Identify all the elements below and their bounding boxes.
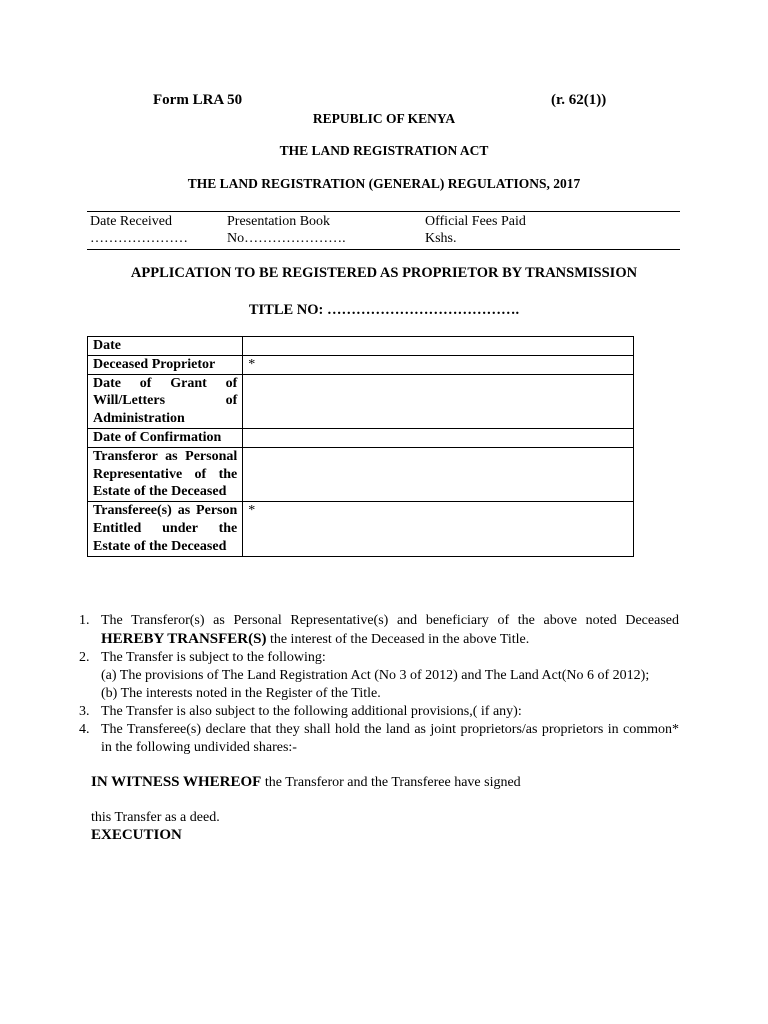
presentation-book-block	[227, 213, 346, 247]
presentation-book-label: Presentation Book	[227, 214, 331, 229]
official-fees-label: Official Fees Paid	[425, 214, 526, 229]
clause-number: 2.	[79, 650, 90, 665]
official-fees-block	[425, 213, 526, 247]
row-value-deceased-proprietor[interactable]: *	[243, 355, 634, 374]
table-row	[88, 428, 634, 447]
clause-number: 4.	[79, 722, 90, 737]
row-value-date[interactable]	[243, 337, 634, 356]
clause-2-item-a: (a) The provisions of The Land Registration Act (No 3 of 2012) and The Land Act(No 6 of 2012);	[101, 668, 650, 683]
clause-3-text: The Transfer is also subject to the following additional provisions,( if any):	[101, 704, 522, 719]
witness-line	[91, 774, 521, 791]
clause-3	[79, 703, 679, 721]
republic-heading: REPUBLIC OF KENYA	[312, 111, 456, 126]
row-label-deceased-proprietor: Deceased Proprietor	[88, 355, 243, 374]
clause-2-item-b: (b) The interests noted in the Register of the Title.	[101, 686, 381, 701]
deed-line: this Transfer as a deed.	[91, 810, 220, 825]
date-received-label: Date Received	[90, 214, 173, 229]
table-row	[88, 502, 634, 556]
form-id: Form LRA 50	[153, 92, 243, 108]
clause-number: 3.	[79, 704, 90, 719]
execution-heading: EXECUTION	[91, 827, 182, 843]
row-value-transferees[interactable]: *	[243, 502, 634, 556]
clause-2-text: The Transfer is subject to the following:	[101, 650, 326, 665]
presentation-book-value: No………………….	[227, 231, 346, 246]
clause-2	[79, 649, 679, 703]
clauses-list	[79, 612, 679, 757]
registry-bottom-rule	[87, 249, 680, 250]
clause-4-text: The Transferee(s) declare that they shall hold the land as joint proprietors/as proprietors in common* in the following undivided shares:-	[101, 722, 679, 755]
table-row	[88, 355, 634, 374]
row-label-date-of-grant: Date of Grant of Will/Letters of Administration	[88, 374, 243, 428]
hereby-transfer: HEREBY TRANSFER(S)	[101, 631, 267, 647]
date-received-block	[90, 213, 188, 247]
date-received-value: …………………	[90, 231, 188, 246]
clause-number: 1.	[79, 613, 90, 628]
row-label-date-of-confirmation: Date of Confirmation	[88, 428, 243, 447]
table-row	[88, 447, 634, 501]
witness-text: the Transferor and the Transferee have signed	[264, 775, 521, 790]
clause-4	[79, 721, 679, 757]
table-row	[88, 374, 634, 428]
application-title: APPLICATION TO BE REGISTERED AS PROPRIETOR BY TRANSMISSION	[130, 265, 638, 281]
clause-1-text-end: the interest of the Deceased in the above Title.	[269, 632, 530, 647]
official-fees-value: Kshs.	[425, 231, 457, 246]
row-label-transferor: Transferor as Personal Representative of the Estate of the Deceased	[88, 447, 243, 501]
table-row	[88, 337, 634, 356]
rule-reference: (r. 62(1))	[551, 92, 607, 108]
witness-lead: IN WITNESS WHEREOF	[91, 774, 262, 790]
registry-top-rule	[87, 211, 680, 212]
regulations-heading: THE LAND REGISTRATION (GENERAL) REGULATIONS, 2017	[187, 176, 581, 191]
row-value-date-of-grant[interactable]	[243, 374, 634, 428]
title-number: TITLE NO: ………………………………….	[248, 302, 520, 318]
clause-1	[79, 612, 679, 649]
row-label-transferees: Transferee(s) as Person Entitled under the Estate of the Deceased	[88, 502, 243, 556]
row-value-date-of-confirmation[interactable]	[243, 428, 634, 447]
row-label-date: Date	[88, 337, 243, 356]
details-table	[87, 336, 634, 557]
clause-1-text: The Transferor(s) as Personal Representative(s) and beneficiary of the above noted Deceased	[101, 613, 679, 628]
act-heading: THE LAND REGISTRATION ACT	[279, 143, 489, 158]
row-value-transferor[interactable]	[243, 447, 634, 501]
